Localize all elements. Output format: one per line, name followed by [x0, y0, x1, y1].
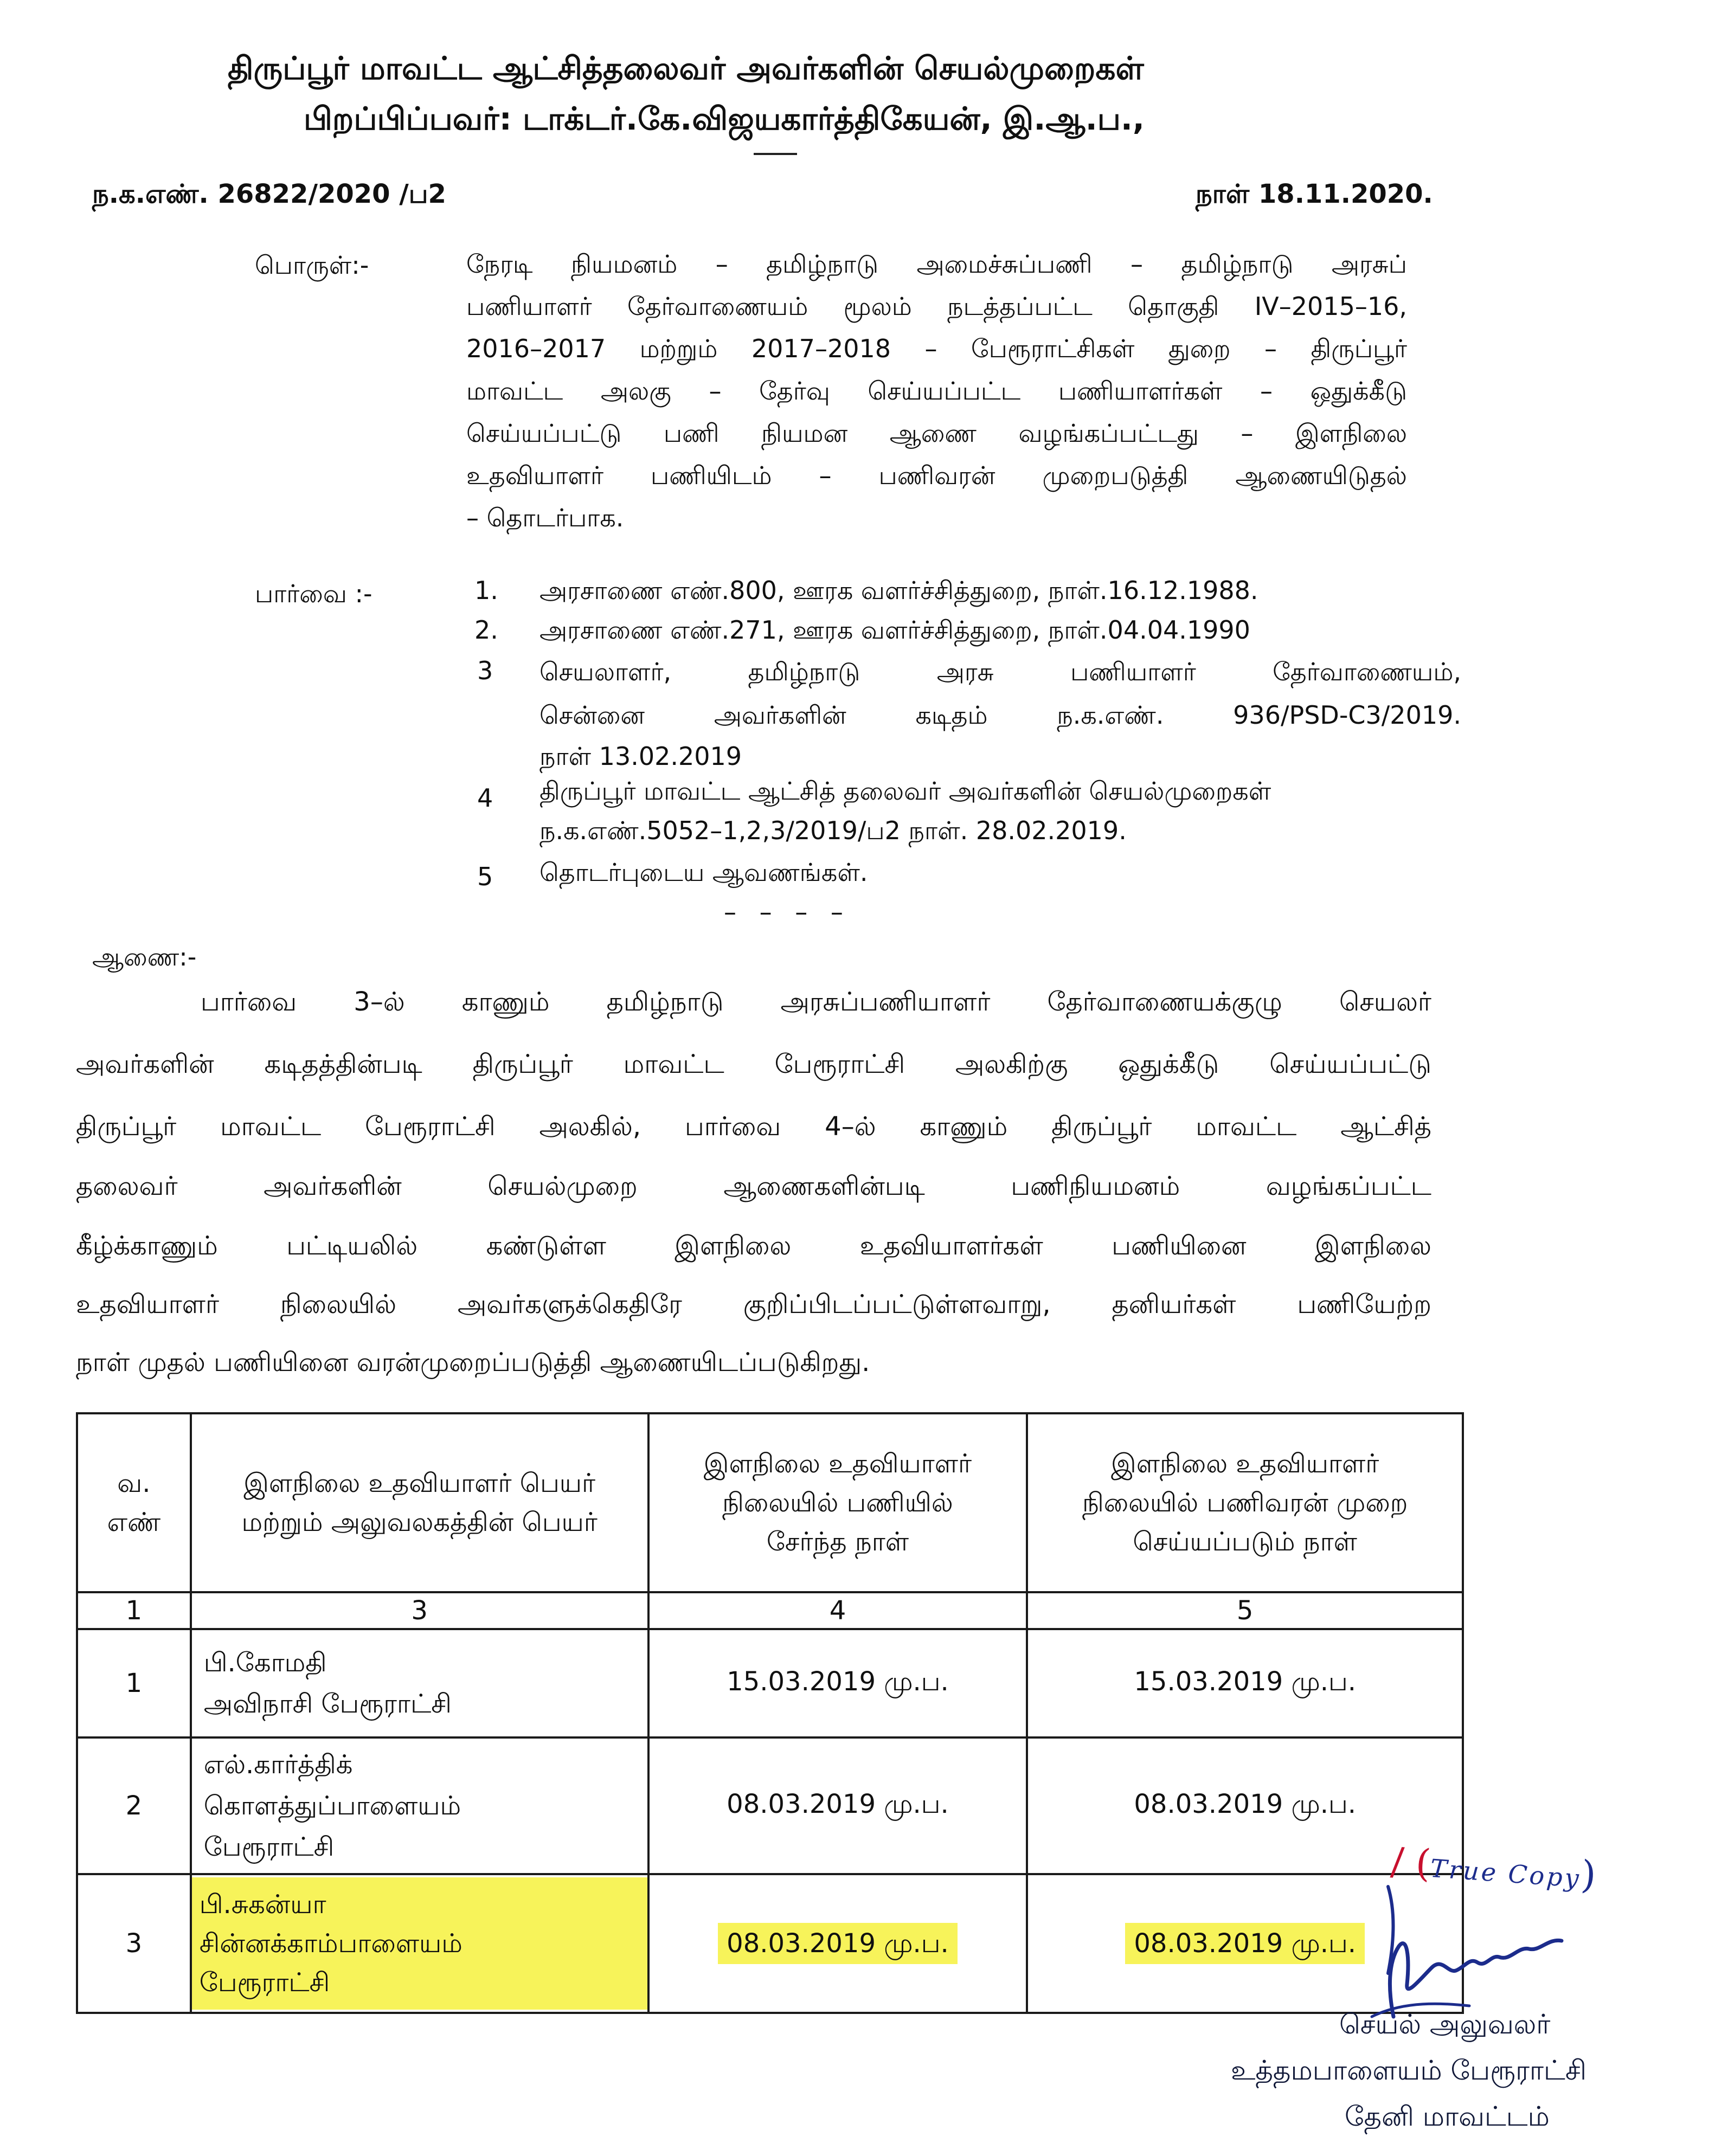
- reference-item-3-line: சென்னை அவர்களின் கடிதம் ந.க.எண். 936/PSD-C3/2019.: [539, 700, 1461, 730]
- office-name: பேரூராட்சி: [199, 1967, 330, 1998]
- reference-number-2: 2.: [474, 615, 498, 645]
- reference-item-4-line: ந.க.எண்.5052–1,2,3/2019/ப2 நாள். 28.02.2019.: [539, 816, 1127, 845]
- reference-number-1: 1.: [474, 576, 498, 605]
- reference-item-5: தொடர்புடைய ஆவணங்கள்.: [539, 858, 868, 887]
- reference-number-4: 4: [477, 783, 493, 813]
- subject-line: பணியாளர் தேர்வாணையம் மூலம் நடத்தப்பட்ட தொகுதி IV–2015–16,: [466, 292, 1407, 321]
- signatory-district: தேனி மாவட்டம்: [1345, 2101, 1550, 2132]
- signatory-office: உத்தமபாளையம் பேரூராட்சி: [1231, 2055, 1586, 2086]
- order-line: கீழ்க்காணும் பட்டியலில் கண்டுள்ள இளநிலை உதவியாளர்கள் பணியினை இளநிலை: [76, 1231, 1431, 1261]
- office-name: சின்னக்காம்பாளையம்: [199, 1928, 463, 1959]
- reference-item-4-line: திருப்பூர் மாவட்ட ஆட்சித் தலைவர் அவர்களின் செயல்முறைகள்: [539, 776, 1271, 806]
- true-copy-text: True Copy: [1429, 1853, 1582, 1894]
- regularization-table: [76, 1412, 1464, 2014]
- reference-number-5: 5: [477, 862, 493, 891]
- header-issuer: பிறப்பிப்பவர்: டாக்டர்.கே.விஜயகார்த்திகேயன், இ.ஆ.ப.,: [304, 100, 1145, 137]
- office-name: கொளத்துப்பாளையம்: [203, 1791, 461, 1821]
- row-regularization-date: 15.03.2019 மு.ப.: [1027, 1629, 1463, 1737]
- employee-name: பி.சுகன்யா: [199, 1889, 326, 1920]
- order-line: தலைவர் அவர்களின் செயல்முறை ஆணைகளின்படி பணிநியமனம் வழங்கப்பட்ட: [76, 1171, 1431, 1201]
- table-column-numbers: [77, 1592, 1463, 1629]
- subject-line: நேரடி நியமனம் – தமிழ்நாடு அமைச்சுப்பணி – தமிழ்நாடு அரசுப்: [466, 249, 1407, 279]
- table-row: [77, 1737, 1463, 1874]
- reference-number-3: 3: [477, 656, 493, 685]
- order-line: நாள் முதல் பணியினை வரன்முறைப்படுத்தி ஆணையிடப்படுகிறது.: [76, 1347, 870, 1378]
- column-number: 5: [1027, 1592, 1463, 1629]
- reference-item-1: அரசாணை எண்.800, ஊரக வளர்ச்சித்துறை, நாள்.16.12.1988.: [539, 576, 1258, 605]
- row-serial: 3: [77, 1874, 191, 2013]
- column-number: 1: [77, 1592, 191, 1629]
- header-joining-date: இளநிலை உதவியாளர் நிலையில் பணியில் சேர்ந்த நாள்: [648, 1413, 1027, 1592]
- row-regularization-date: 08.03.2019 மு.ப.: [1027, 1737, 1463, 1874]
- office-name: அவிநாசி பேரூராட்சி: [203, 1689, 452, 1719]
- highlighted-name-block: [190, 1877, 650, 2010]
- subject-block: [466, 243, 1407, 539]
- reference-item-3-line: நாள் 13.02.2019: [539, 742, 742, 771]
- header-divider: [754, 153, 797, 155]
- table-header-row: [77, 1413, 1463, 1592]
- table-row-highlighted: [77, 1874, 1463, 2013]
- reference-item-2: அரசாணை எண்.271, ஊரக வளர்ச்சித்துறை, நாள்.04.04.1990: [539, 615, 1250, 645]
- order-line: பார்வை 3–ல் காணும் தமிழ்நாடு அரசுப்பணியாளர் தேர்வாணையக்குழு செயலர்: [201, 987, 1431, 1017]
- order-line: உதவியாளர் நிலையில் அவர்களுக்கெதிரே குறிப்பிடப்பட்டுள்ளவாறு, தனியர்கள் பணியேற்ற: [76, 1289, 1431, 1320]
- header-regularization-date: இளநிலை உதவியாளர் நிலையில் பணிவரன் முறை செய்யப்படும் நாள்: [1027, 1413, 1463, 1592]
- table-row: [77, 1629, 1463, 1737]
- header-title: திருப்பூர் மாவட்ட ஆட்சித்தலைவர் அவர்களின் செயல்முறைகள்: [228, 50, 1144, 87]
- column-number: 3: [191, 1592, 648, 1629]
- references-end-dashes: – – – –: [724, 897, 851, 926]
- subject-label: பொருள்:-: [255, 250, 369, 280]
- row-name-office: [191, 1737, 648, 1874]
- header-name-office: இளநிலை உதவியாளர் பெயர் மற்றும் அலுவலகத்தின் பெயர்: [191, 1413, 648, 1592]
- subject-line: செய்யப்பட்டு பணி நியமன ஆணை வழங்கப்பட்டது – இளநிலை: [466, 419, 1407, 448]
- references-label: பார்வை :-: [255, 579, 372, 608]
- order-line: திருப்பூர் மாவட்ட பேரூராட்சி அலகில், பார்வை 4–ல் காணும் திருப்பூர் மாவட்ட ஆட்சித்: [76, 1111, 1431, 1142]
- subject-line: 2016–2017 மற்றும் 2017–2018 – பேரூராட்சிகள் துறை – திருப்பூர்: [466, 334, 1407, 363]
- employee-name: பி.கோமதி: [203, 1647, 327, 1678]
- true-copy-annotation: / (True Copy): [1389, 1838, 1598, 1898]
- highlighted-regularization-date: 08.03.2019 மு.ப.: [1125, 1923, 1365, 1964]
- handwritten-signature-icon: [1356, 1881, 1583, 2022]
- row-joining-date: 08.03.2019 மு.ப.: [648, 1737, 1027, 1874]
- order-line: அவர்களின் கடிதத்தின்படி திருப்பூர் மாவட்ட பேரூராட்சி அலகிற்கு ஒதுக்கீடு செய்யப்பட்டு: [76, 1049, 1431, 1079]
- highlighted-joining-date: 08.03.2019 மு.ப.: [718, 1923, 958, 1964]
- column-number: 4: [648, 1592, 1027, 1629]
- row-serial: 1: [77, 1629, 191, 1737]
- subject-line: மாவட்ட அலகு – தேர்வு செய்யப்பட்ட பணியாளர்கள் – ஒதுக்கீடு: [466, 376, 1407, 406]
- reference-item-3-line: செயலாளர், தமிழ்நாடு அரசு பணியாளர் தேர்வாணையம்,: [539, 657, 1461, 686]
- signatory-designation: செயல் அலுவலர்: [1339, 2009, 1551, 2040]
- header-serial-number: வ. எண்: [77, 1413, 191, 1592]
- order-date: நாள் 18.11.2020.: [1196, 179, 1433, 209]
- row-joining-date: 15.03.2019 மு.ப.: [648, 1629, 1027, 1737]
- row-name-office: [191, 1874, 648, 2013]
- employee-name: எல்.கார்த்திக்: [203, 1749, 353, 1780]
- subject-line: உதவியாளர் பணியிடம் – பணிவரன் முறைபடுத்தி ஆணையிடுதல்: [466, 461, 1407, 490]
- reference-number: ந.க.எண். 26822/2020 /ப2: [92, 179, 446, 209]
- order-label: ஆணை:-: [92, 942, 197, 971]
- row-name-office: [191, 1629, 648, 1737]
- row-serial: 2: [77, 1737, 191, 1874]
- row-joining-date: [648, 1874, 1027, 2013]
- subject-line: – தொடர்பாக.: [466, 503, 624, 532]
- office-name: பேரூராட்சி: [203, 1832, 335, 1862]
